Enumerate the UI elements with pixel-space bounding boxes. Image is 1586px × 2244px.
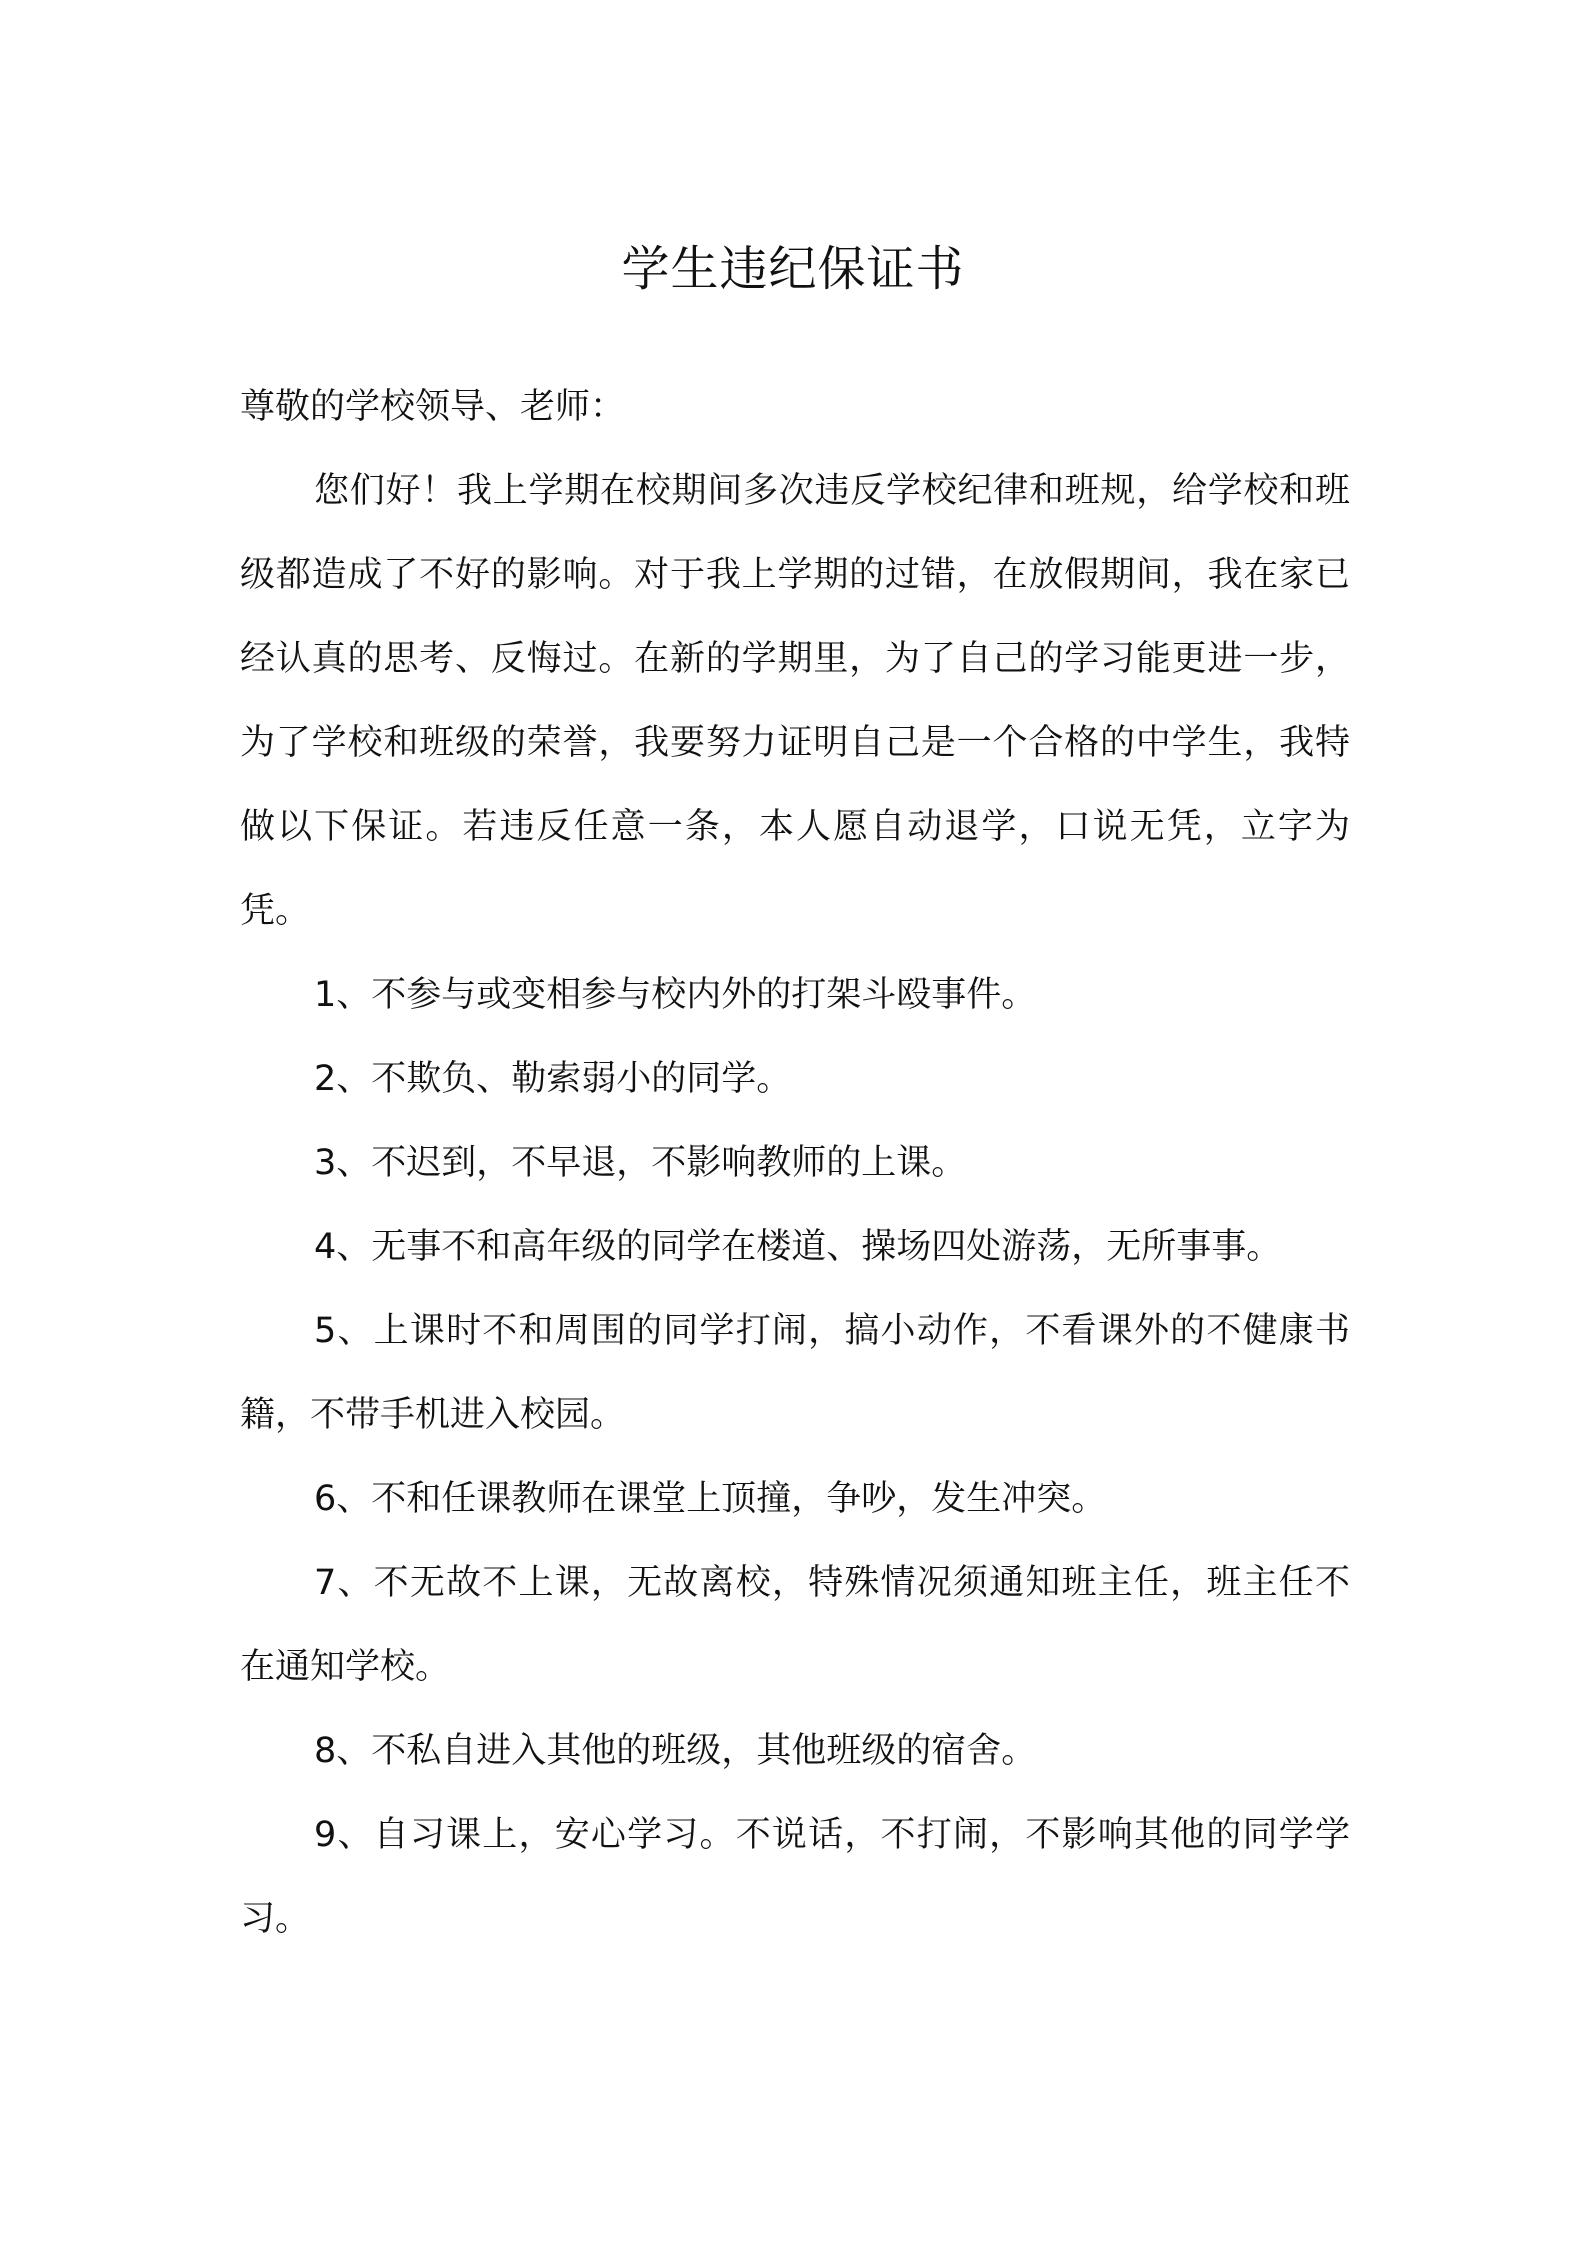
pledge-item-6: 6、不和任课教师在课堂上顶撞，争吵，发生冲突。 <box>314 1479 1107 1519</box>
intro-paragraph: 您们好！我上学期在校期间多次违反学校纪律和班规，给学校和班级都造成了不好的影响。对于我上学期的过错，在放假期间，我在家已经认真的思考、反悔过。在新的学期里，为了自己的学习能更进一步，为了学校和班级的荣誉，我要努力证明自己是一个合格的中学生，我特做以下保证。若违反任意一条，本人愿自动退学，口说无凭，立字为凭。 <box>240 471 1350 931</box>
pledge-item-8: 8、不私自进入其他的班级，其他班级的宿舍。 <box>314 1731 1037 1771</box>
pledge-item-3: 3、不迟到，不早退，不影响教师的上课。 <box>314 1143 967 1183</box>
pledge-item-7: 7、不无故不上课，无故离校，特殊情况须通知班主任，班主任不在通知学校。 <box>240 1563 1350 1687</box>
pledge-item-9: 9、自习课上，安心学习。不说话，不打闹，不影响其他的同学学习。 <box>240 1815 1350 1939</box>
document-body <box>240 365 1350 1961</box>
salutation: 尊敬的学校领导、老师： <box>240 387 626 427</box>
pledge-item-4: 4、无事不和高年级的同学在楼道、操场四处游荡，无所事事。 <box>314 1227 1282 1267</box>
pledge-item-2: 2、不欺负、勒索弱小的同学。 <box>314 1059 792 1099</box>
document-title: 学生违纪保证书 <box>621 241 965 297</box>
pledge-item-5: 5、上课时不和周围的同学打闹，搞小动作，不看课外的不健康书籍，不带手机进入校园。 <box>240 1311 1350 1435</box>
pledge-item-1: 1、不参与或变相参与校内外的打架斗殴事件。 <box>314 975 1037 1015</box>
